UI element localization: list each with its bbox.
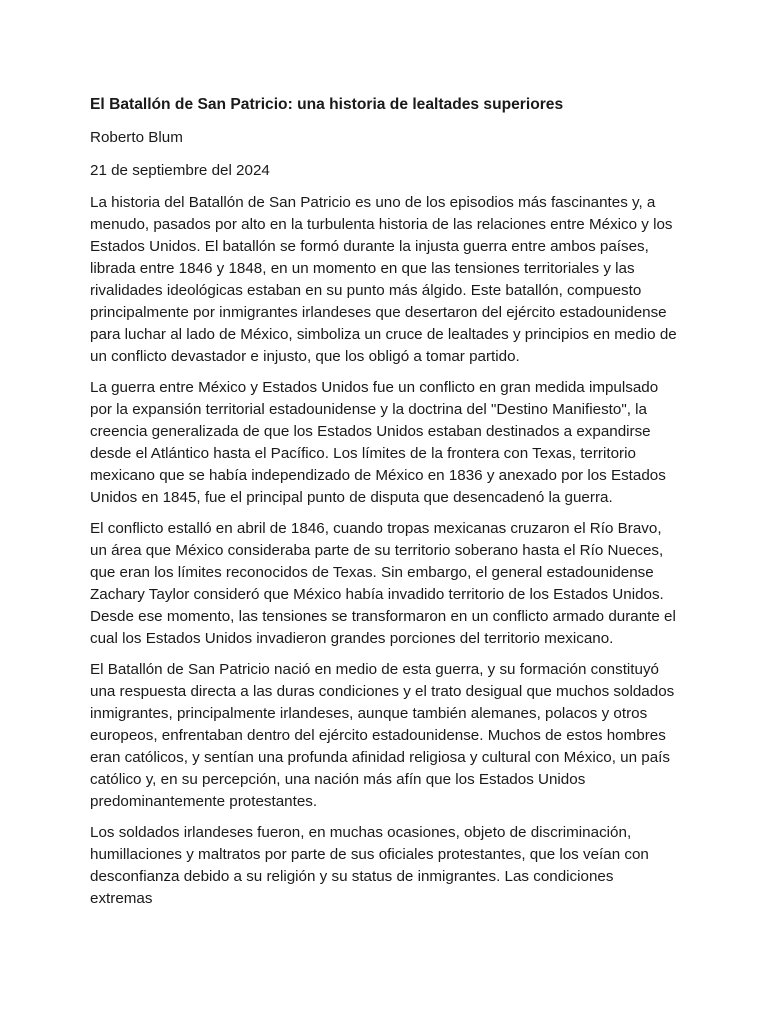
paragraph-3: El conflicto estalló en abril de 1846, cuando tropas mexicanas cruzaron el Río Bravo, un área que México consideraba parte de su territorio soberano hasta el Río Nueces, que eran los límites reconocidos de Texas. Sin embargo, el general estadounidense Zachary Taylor consideró que México había invadido territorio de los Estados Unidos. Desde ese momento, las tensiones se transformaron en un conflicto armado durante el cual los Estados Unidos invadieron grandes porciones del territorio mexicano.	[90, 520, 676, 647]
document-body	[90, 93, 680, 919]
paragraph-4: El Batallón de San Patricio nació en medio de esta guerra, y su formación constituyó una respuesta directa a las duras condiciones y el trato desigual que muchos soldados inmigrantes, principalmente irlandeses, aunque también alemanes, polacos y otros europeos, enfrentaban dentro del ejército estadounidense. Muchos de estos hombres eran católicos, y sentían una profunda afinidad religiosa y cultural con México, un país católico y, en su percepción, una nación más afín que los Estados Unidos predominantemente protestantes.	[90, 661, 675, 810]
paragraph-5: Los soldados irlandeses fueron, en muchas ocasiones, objeto de discriminación, humillaciones y maltratos por parte de sus oficiales protestantes, que los veían con desconfianza debido a su religión y su status de inmigrantes. Las condiciones extremas	[90, 824, 649, 907]
document-author: Roberto Blum	[90, 129, 183, 146]
paragraph-2: La guerra entre México y Estados Unidos fue un conflicto en gran medida impulsado por la expansión territorial estadounidense y la doctrina del "Destino Manifiesto", la creencia generalizada de que los Estados Unidos estaban destinados a expandirse desde el Atlántico hasta el Pacífico. Los límites de la frontera con Texas, territorio mexicano que se había independizado de México en 1836 y anexado por los Estados Unidos en 1845, fue el principal punto de disputa que desencadenó la guerra.	[90, 379, 666, 506]
document-title: El Batallón de San Patricio: una historia de lealtades superiores	[90, 96, 564, 113]
paragraph-1: La historia del Batallón de San Patricio es uno de los episodios más fascinantes y, a menudo, pasados por alto en la turbulenta historia de las relaciones entre México y los Estados Unidos. El batallón se formó durante la injusta guerra entre ambos países, librada entre 1846 y 1848, en un momento en que las tensiones territoriales y las rivalidades ideológicas estaban en su punto más álgido. Este batallón, compuesto principalmente por inmigrantes irlandeses que desertaron del ejército estadounidense para luchar al lado de México, simboliza un cruce de lealtades y principios en medio de un conflicto devastador e injusto, que los obligó a tomar partido.	[90, 194, 677, 365]
document-date: 21 de septiembre del 2024	[90, 162, 270, 179]
